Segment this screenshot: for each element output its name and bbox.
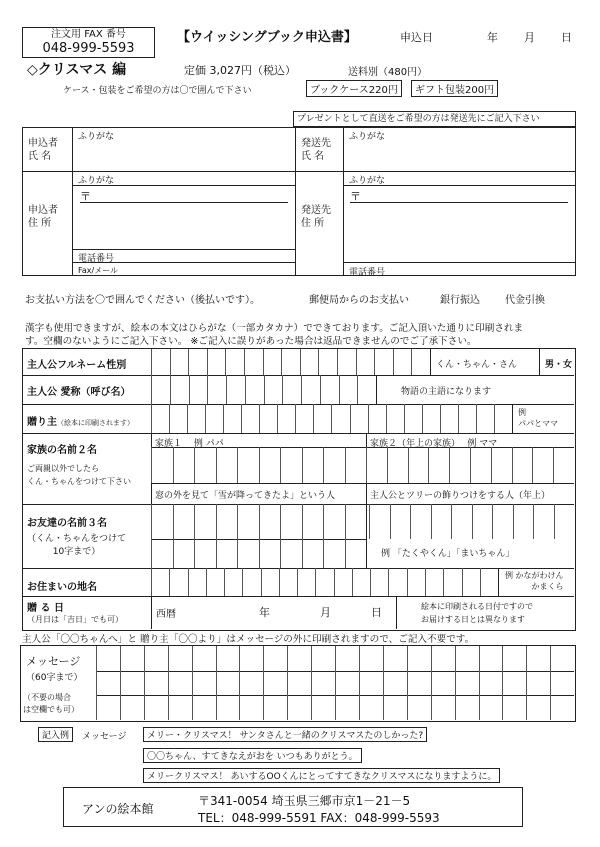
gift-wrap-option[interactable]: ギフト包装200円	[411, 80, 498, 97]
example-3: メリークリスマス！ あいするOOくんにとってすてきなクリスマスになりますように。	[143, 768, 500, 783]
giver-example: 例 パパとママ	[518, 408, 558, 428]
apply-day: 日	[561, 31, 572, 44]
date-month: 月	[320, 606, 331, 619]
ship-furigana: ふりがな	[349, 132, 386, 142]
honorific-option[interactable]: くん・ちゃん・さん	[436, 360, 518, 370]
date-note: （月日は「吉日」でも可）	[27, 615, 123, 624]
shop-name: アンの絵本館	[82, 802, 154, 816]
friend3-cells[interactable]	[369, 504, 574, 539]
edition-title: ◇クリスマス 編	[27, 62, 127, 78]
friends-label: お友達の名前３名	[27, 518, 107, 529]
date-day-field[interactable]	[336, 599, 369, 623]
date-month-field[interactable]	[275, 599, 319, 623]
example-tag: 記入例	[38, 727, 73, 742]
message-limit: （60字まで）	[26, 673, 83, 683]
family-note: ご両親以外でしたら くん・ちゃんをつけて下さい	[27, 464, 131, 486]
family-label: 家族の名前２名	[27, 445, 97, 456]
payment-bank[interactable]: 銀行振込	[440, 295, 480, 306]
family1-role: 窓の外を見て「雪が降ってきたよ」という人	[155, 491, 336, 501]
case-note: ケース・包装をご希望の方は〇で囲んで下さい	[63, 86, 252, 96]
applicant-phone-label: 電話番号	[78, 254, 115, 264]
fullname-cells[interactable]	[151, 349, 430, 375]
date-year: 年	[259, 606, 270, 619]
fax-number: 048-999-5593	[42, 41, 135, 56]
friends-note: （くん・ちゃんをつけて 10字まで）	[27, 534, 127, 557]
family2-header: 家族２（年上の家族） 例 ママ	[370, 439, 498, 449]
message-empty-ok: （不要の場合 は空欄でも可）	[23, 693, 79, 714]
applicant-name-field[interactable]	[73, 142, 295, 171]
gender-option[interactable]: 男・女	[545, 360, 573, 370]
shop-tel-fax: TEL：048-999-5591 FAX：048-999-5593	[198, 811, 440, 825]
payment-postal[interactable]: 郵便局からのお支払い	[309, 295, 409, 306]
message-notice: 主人公「〇〇ちゃんへ」と 贈り主「〇〇より」はメッセージの外に印刷されますので、ご記入不要です。	[22, 634, 475, 645]
ship-name-label: 発送先 氏 名	[301, 138, 331, 162]
gift-note-box	[293, 111, 576, 127]
place-example: 例 かながわけん かまくら	[505, 571, 564, 591]
shipping: 送料別（480円）	[348, 67, 428, 78]
message-form	[20, 645, 576, 722]
family1-cells[interactable]	[151, 447, 366, 483]
family2-role: 主人公とツリーの飾りつけをする人（年上）	[370, 491, 551, 501]
apply-date-label: 申込日	[400, 31, 433, 44]
date-day: 日	[371, 606, 382, 619]
message-cells-row1[interactable]	[96, 646, 574, 671]
story-form	[22, 348, 576, 631]
applicant-fax-mail-label: Fax/メール	[78, 266, 119, 275]
applicant-address-label: 申込者 住 所	[28, 205, 58, 229]
applicant-addr-furigana: ふりがな	[78, 176, 115, 186]
ship-address-field[interactable]	[344, 204, 575, 262]
apply-month: 月	[524, 31, 535, 44]
fax-label: 注文用 FAX 番号	[51, 29, 126, 40]
applicant-postal-mark: 〒	[80, 190, 91, 203]
date-label: 贈 る 日	[27, 603, 64, 614]
giver-cells[interactable]	[151, 404, 512, 433]
book-case-option[interactable]: ブックケース220円	[306, 80, 402, 97]
giver-label: 贈り主（絵本に印刷されます）	[27, 417, 134, 428]
friends-example: 例 「たくやくん」「まいちゃん」	[381, 549, 515, 559]
ship-addr-furigana: ふりがな	[349, 176, 386, 186]
price: 定価 3,027円（税込）	[184, 64, 296, 77]
date-era: 西暦	[156, 609, 176, 620]
nickname-label: 主人公 愛称（呼び名）	[27, 387, 131, 398]
friend2-cells[interactable]	[151, 539, 366, 568]
ship-postal-mark: 〒	[350, 190, 361, 203]
date-remark: 絵本に印刷される日付ですので お届けする日とは異なります	[421, 602, 533, 624]
example-2: 〇〇ちゃん、すてきなえがおを いつもありがとう。	[143, 748, 362, 763]
message-label: メッセージ	[26, 655, 81, 668]
form-title: 【ウイッシングブック申込書】	[177, 30, 357, 45]
place-cells[interactable]	[151, 568, 498, 596]
example-1: メリー・クリスマス！ サンタさんと一緒のクリスマスたのしかった?	[143, 727, 427, 742]
nickname-note: 物語の主語になります	[401, 387, 492, 397]
ship-phone-label: 電話番号	[349, 268, 386, 278]
example-message-label: メッセージ	[82, 732, 127, 742]
address-form	[22, 127, 576, 276]
applicant-address-field[interactable]	[73, 204, 295, 249]
footer-box	[63, 787, 523, 827]
family2-cells[interactable]	[366, 447, 574, 483]
applicant-furigana: ふりがな	[78, 132, 115, 142]
applicant-name-label: 申込者 氏 名	[28, 138, 58, 162]
payment-instruction: お支払い方法を〇で囲んでください（後払いです）。	[25, 295, 260, 306]
apply-year: 年	[487, 31, 498, 44]
ship-address-label: 発送先 住 所	[301, 205, 331, 229]
notice-line-2: す。空欄のないようにご記入下さい。 ※ご記入に誤りがあった場合は返品できませんのでご了承下さい。	[25, 336, 477, 347]
family1-header: 家族１ 例 パパ	[155, 439, 224, 449]
fullname-label: 主人公フルネーム性別	[27, 360, 127, 371]
gift-note: プレゼントとして直送をご希望の方は発送先にご記入下さい	[297, 114, 540, 124]
place-label: お住まいの地名	[27, 582, 97, 593]
nickname-cells[interactable]	[151, 375, 376, 404]
friend1-cells[interactable]	[151, 504, 366, 539]
date-year-field[interactable]	[188, 599, 258, 623]
shop-address: 〒341-0054 埼玉県三郷市京1－21－5	[198, 794, 411, 808]
message-cells-row2[interactable]	[96, 671, 574, 695]
ship-name-field[interactable]	[344, 142, 575, 171]
payment-cod[interactable]: 代金引換	[505, 295, 545, 306]
message-cells-row3[interactable]	[96, 695, 574, 720]
fax-number-box	[22, 27, 155, 58]
notice-line-1: 漢字も使用できますが、絵本の本文はひらがな（一部カタカナ）でできております。ご記入頂いた通りに印刷されま	[25, 323, 524, 334]
